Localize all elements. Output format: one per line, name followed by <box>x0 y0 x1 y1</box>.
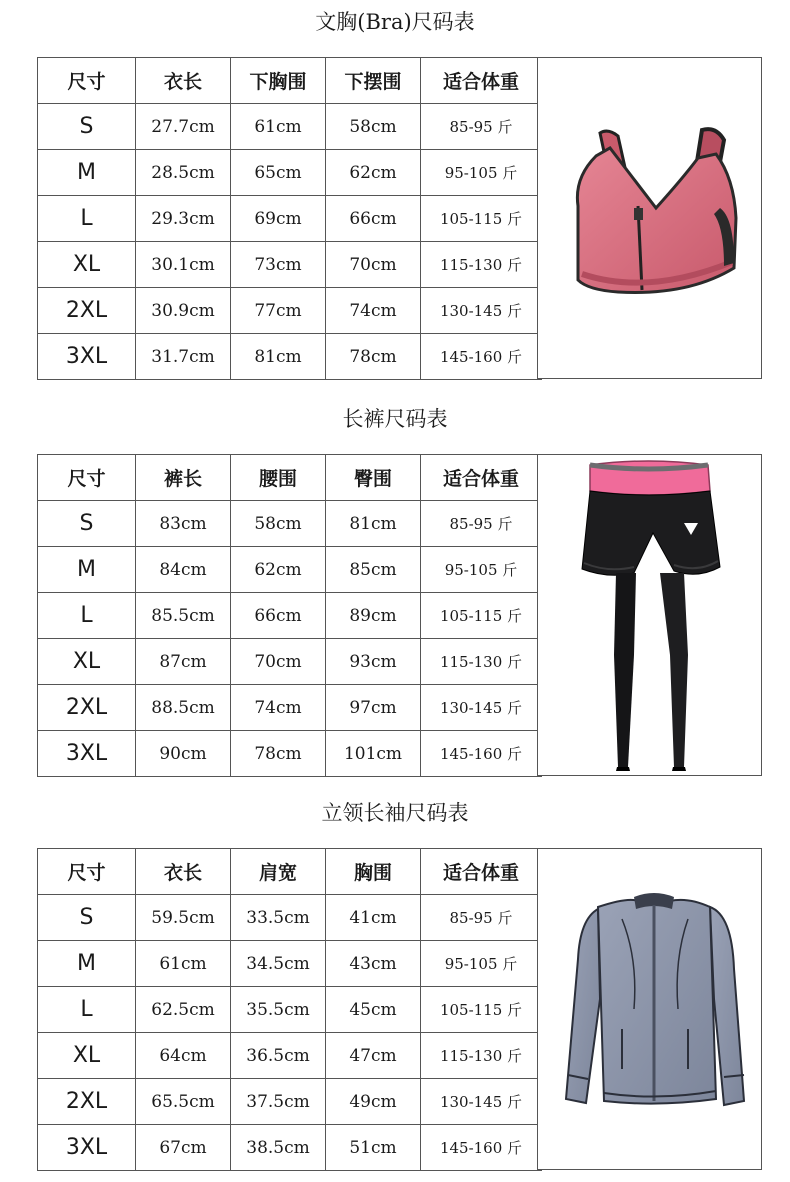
value-cell: 66cm <box>326 196 421 242</box>
value-cell: 77cm <box>231 288 326 334</box>
table-row <box>38 639 542 685</box>
value-cell: 59.5cm <box>136 895 231 941</box>
section-title-bra: 文胸(Bra)尺码表 <box>315 10 475 34</box>
table-row <box>38 1125 542 1171</box>
weight-cell: 95-105 斤 <box>421 547 542 593</box>
value-cell: 85.5cm <box>136 593 231 639</box>
header-cell: 下摆围 <box>326 58 421 104</box>
size-cell: S <box>38 104 136 150</box>
size-cell: XL <box>38 639 136 685</box>
weight-cell: 105-115 斤 <box>421 196 542 242</box>
size-table-bra <box>37 57 542 380</box>
table-row <box>38 731 542 777</box>
value-cell: 41cm <box>326 895 421 941</box>
weight-cell: 85-95 斤 <box>421 501 542 547</box>
header-cell: 衣长 <box>136 58 231 104</box>
value-cell: 35.5cm <box>231 987 326 1033</box>
value-cell: 88.5cm <box>136 685 231 731</box>
weight-cell: 95-105 斤 <box>421 941 542 987</box>
value-cell: 74cm <box>231 685 326 731</box>
value-cell: 36.5cm <box>231 1033 326 1079</box>
value-cell: 38.5cm <box>231 1125 326 1171</box>
jacket-icon <box>538 849 761 1169</box>
weight-cell: 95-105 斤 <box>421 150 542 196</box>
table-header-row <box>38 58 542 104</box>
weight-cell: 105-115 斤 <box>421 987 542 1033</box>
value-cell: 62cm <box>231 547 326 593</box>
header-cell: 尺寸 <box>38 58 136 104</box>
section-title-pants: 长裤尺码表 <box>342 407 448 431</box>
size-cell: 2XL <box>38 685 136 731</box>
table-row <box>38 150 542 196</box>
size-table-jacket <box>37 848 542 1171</box>
table-row <box>38 941 542 987</box>
weight-cell: 85-95 斤 <box>421 104 542 150</box>
product-image-jacket <box>537 848 762 1170</box>
table-row <box>38 895 542 941</box>
value-cell: 89cm <box>326 593 421 639</box>
weight-cell: 85-95 斤 <box>421 895 542 941</box>
value-cell: 61cm <box>136 941 231 987</box>
value-cell: 101cm <box>326 731 421 777</box>
table-header-row <box>38 849 542 895</box>
value-cell: 70cm <box>231 639 326 685</box>
weight-cell: 145-160 斤 <box>421 731 542 777</box>
table-row <box>38 1079 542 1125</box>
weight-cell: 130-145 斤 <box>421 288 542 334</box>
table-row <box>38 547 542 593</box>
weight-cell: 115-130 斤 <box>421 242 542 288</box>
value-cell: 93cm <box>326 639 421 685</box>
value-cell: 64cm <box>136 1033 231 1079</box>
value-cell: 62.5cm <box>136 987 231 1033</box>
value-cell: 34.5cm <box>231 941 326 987</box>
weight-cell: 130-145 斤 <box>421 1079 542 1125</box>
leggings-icon <box>538 455 761 775</box>
size-cell: 3XL <box>38 334 136 380</box>
header-cell: 尺寸 <box>38 455 136 501</box>
value-cell: 66cm <box>231 593 326 639</box>
table-row <box>38 288 542 334</box>
weight-cell: 115-130 斤 <box>421 639 542 685</box>
size-cell: M <box>38 150 136 196</box>
size-cell: L <box>38 196 136 242</box>
header-cell: 适合体重 <box>421 455 542 501</box>
size-cell: L <box>38 593 136 639</box>
header-cell: 肩宽 <box>231 849 326 895</box>
size-cell: 3XL <box>38 1125 136 1171</box>
size-cell: 2XL <box>38 288 136 334</box>
value-cell: 67cm <box>136 1125 231 1171</box>
value-cell: 85cm <box>326 547 421 593</box>
value-cell: 58cm <box>326 104 421 150</box>
value-cell: 30.9cm <box>136 288 231 334</box>
size-cell: XL <box>38 242 136 288</box>
value-cell: 27.7cm <box>136 104 231 150</box>
value-cell: 81cm <box>326 501 421 547</box>
header-cell: 臀围 <box>326 455 421 501</box>
value-cell: 87cm <box>136 639 231 685</box>
header-cell: 尺寸 <box>38 849 136 895</box>
value-cell: 37.5cm <box>231 1079 326 1125</box>
weight-cell: 130-145 斤 <box>421 685 542 731</box>
table-row <box>38 334 542 380</box>
value-cell: 81cm <box>231 334 326 380</box>
table-row <box>38 196 542 242</box>
value-cell: 51cm <box>326 1125 421 1171</box>
size-table-pants <box>37 454 542 777</box>
value-cell: 58cm <box>231 501 326 547</box>
table-row <box>38 593 542 639</box>
size-cell: L <box>38 987 136 1033</box>
value-cell: 97cm <box>326 685 421 731</box>
value-cell: 65cm <box>231 150 326 196</box>
table-row <box>38 242 542 288</box>
size-cell: M <box>38 547 136 593</box>
value-cell: 78cm <box>231 731 326 777</box>
size-cell: XL <box>38 1033 136 1079</box>
value-cell: 29.3cm <box>136 196 231 242</box>
size-cell: 3XL <box>38 731 136 777</box>
value-cell: 69cm <box>231 196 326 242</box>
header-cell: 下胸围 <box>231 58 326 104</box>
value-cell: 62cm <box>326 150 421 196</box>
size-cell: S <box>38 501 136 547</box>
header-cell: 腰围 <box>231 455 326 501</box>
value-cell: 30.1cm <box>136 242 231 288</box>
value-cell: 78cm <box>326 334 421 380</box>
weight-cell: 145-160 斤 <box>421 1125 542 1171</box>
header-cell: 衣长 <box>136 849 231 895</box>
value-cell: 31.7cm <box>136 334 231 380</box>
product-image-pants <box>537 454 762 776</box>
size-cell: M <box>38 941 136 987</box>
value-cell: 70cm <box>326 242 421 288</box>
weight-cell: 115-130 斤 <box>421 1033 542 1079</box>
table-row <box>38 501 542 547</box>
table-row <box>38 685 542 731</box>
value-cell: 33.5cm <box>231 895 326 941</box>
value-cell: 65.5cm <box>136 1079 231 1125</box>
value-cell: 74cm <box>326 288 421 334</box>
value-cell: 83cm <box>136 501 231 547</box>
value-cell: 47cm <box>326 1033 421 1079</box>
header-cell: 胸围 <box>326 849 421 895</box>
table-row <box>38 1033 542 1079</box>
value-cell: 49cm <box>326 1079 421 1125</box>
header-cell: 裤长 <box>136 455 231 501</box>
value-cell: 61cm <box>231 104 326 150</box>
value-cell: 43cm <box>326 941 421 987</box>
table-row <box>38 987 542 1033</box>
size-cell: 2XL <box>38 1079 136 1125</box>
header-cell: 适合体重 <box>421 58 542 104</box>
value-cell: 90cm <box>136 731 231 777</box>
product-image-bra <box>537 57 762 379</box>
table-header-row <box>38 455 542 501</box>
sports-bra-icon <box>538 58 761 378</box>
size-cell: S <box>38 895 136 941</box>
weight-cell: 145-160 斤 <box>421 334 542 380</box>
table-row <box>38 104 542 150</box>
value-cell: 73cm <box>231 242 326 288</box>
value-cell: 45cm <box>326 987 421 1033</box>
header-cell: 适合体重 <box>421 849 542 895</box>
section-title-jacket: 立领长袖尺码表 <box>321 801 469 825</box>
weight-cell: 105-115 斤 <box>421 593 542 639</box>
value-cell: 84cm <box>136 547 231 593</box>
value-cell: 28.5cm <box>136 150 231 196</box>
